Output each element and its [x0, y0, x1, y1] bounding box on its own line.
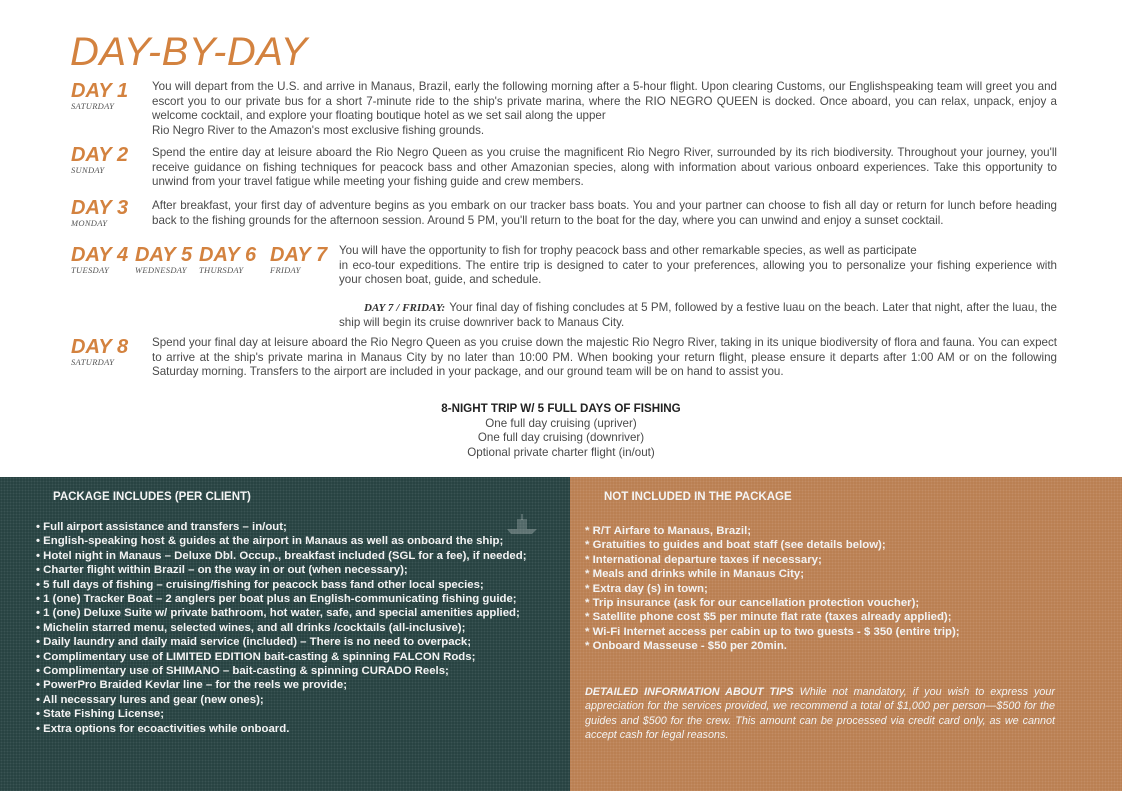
package-includes-heading: PACKAGE INCLUDES (PER CLIENT) [53, 491, 251, 503]
package-includes-list [36, 520, 527, 736]
list-item: • English-speaking host & guides at the airport in Manaus as well as onboard the ship; [36, 535, 504, 548]
trip-line: One full day cruising (upriver) [485, 416, 637, 430]
day-weekday: SUNDAY [71, 165, 105, 175]
list-item: * Gratuities to guides and boat staff (see details below); [585, 539, 886, 552]
day-7-header [270, 246, 327, 275]
day-weekday: FRIDAY [270, 265, 301, 275]
list-item: * Meals and drinks while in Manaus City; [585, 568, 805, 581]
day-weekday: MONDAY [71, 218, 108, 228]
not-included-heading: NOT INCLUDED IN THE PACKAGE [604, 491, 792, 503]
list-item: • 1 (one) Deluxe Suite w/ private bathroom, hot water, safe, and special amenities applied; [36, 607, 520, 620]
trip-line: One full day cruising (downriver) [477, 431, 645, 445]
days-4-7-text-cont: in eco-tour expeditions. The entire trip is designed to cater to your preferences, allowing you to personalize your fishing experience with your chosen boat, guide, and schedule. [339, 258, 1057, 287]
not-included-panel [570, 477, 1122, 791]
not-included-list [585, 524, 960, 654]
day-8-header [71, 338, 128, 367]
day-7-note-label: DAY 7 / FRIDAY: [364, 302, 446, 314]
day-label: DAY 1 [71, 80, 129, 102]
list-item: • Complimentary use of SHIMANO – bait-casting & spinning CURADO Reels; [36, 665, 449, 678]
day-weekday: TUESDAY [71, 265, 109, 275]
day-label: DAY 4 [71, 244, 129, 266]
day-1-description [152, 80, 1057, 138]
day-weekday: WEDNESDAY [135, 265, 187, 275]
trip-heading: 8-NIGHT TRIP W/ 5 FULL DAYS OF FISHING [441, 402, 681, 415]
tips-label: DETAILED INFORMATION ABOUT TIPS [585, 686, 794, 698]
day-label: DAY 5 [135, 244, 193, 266]
page-title: DAY-BY-DAY [70, 30, 308, 74]
day-weekday: THURSDAY [199, 265, 244, 275]
list-item: • Daily laundry and daily maid service (included) – There is no need to overpack; [36, 636, 472, 649]
day-2-header [71, 146, 128, 175]
day-8-description: Spend your final day at leisure aboard the Rio Negro Queen as you cruise down the majestic Rio Negro River, taking in its unique biodiversity of flora and fauna. You can expect to arrive at the ship's private marina in Manaus City by no later than 10:00 PM. When booking your return flight, please ensure it departs after 1:00 AM or on the following Saturday morning. Transfers to the airport are included in your package, and our ground team will be on hand to assist you. [152, 336, 1057, 379]
day-1-header [71, 82, 128, 111]
day-label: DAY 7 [270, 244, 328, 266]
list-item: • 1 (one) Tracker Boat – 2 anglers per boat plus an English-communicating fishing guide; [36, 593, 517, 606]
list-item: • Extra options for ecoactivities while onboard. [36, 722, 290, 735]
day-3-description: After breakfast, your first day of adventure begins as you embark on our tracker bass boats. You and your partner can choose to fish all day or return for lunch before heading back to the fishing grounds for the afternoon session. Around 5 PM, you'll return to the boat for the day, where you can unwind and enjoy a sunset cocktail. [152, 199, 1057, 227]
days-4-7-description [339, 244, 1057, 288]
day-4-header [71, 246, 128, 275]
day-3-header [71, 199, 128, 228]
list-item: • All necessary lures and gear (new ones); [36, 693, 264, 706]
list-item: * Satellite phone cost $5 per minute flat rate (taxes already applied); [585, 611, 952, 624]
day-label: DAY 8 [71, 336, 129, 358]
day-weekday: SATURDAY [71, 357, 115, 367]
trip-line: Optional private charter flight (in/out) [467, 445, 655, 459]
day-1-text-cont: Rio Negro River to the Amazon's most exclusive fishing grounds. [152, 123, 485, 137]
day-label: DAY 2 [71, 144, 129, 166]
trip-summary [0, 402, 1122, 460]
day-7-note-text: Your final day of fishing concludes at 5 PM, followed by a festive luau on the beach. Later that night, after the luau, the ship will begin its cruise downriver back to Manaus City. [339, 301, 1058, 329]
list-item: • Hotel night in Manaus – Deluxe Dbl. Occup., breakfast included (SGL for a fee), if needed; [36, 549, 527, 562]
tips-info [585, 685, 1055, 743]
day-label: DAY 6 [199, 244, 257, 266]
day-1-text: You will depart from the U.S. and arrive in Manaus, Brazil, early the following morning after a 5-hour flight. Upon clearing Customs, our Englishspeaking team will greet you and escort you to our private bus for a short 7-minute ride to the ship's private marina, where the RIO NEGRO QUEEN is docked. Once aboard, you can relax, unpack, enjoy a welcome cocktail, and explore your floating boutique hotel as we set sail along the upper [152, 80, 1057, 123]
package-includes-panel [0, 477, 570, 791]
list-item: * Trip insurance (ask for our cancellation protection voucher); [585, 597, 920, 610]
list-item: • PowerPro Braided Kevlar line – for the reels we provide; [36, 679, 348, 692]
day-7-note [339, 301, 1057, 330]
list-item: * Extra day (s) in town; [585, 582, 708, 595]
list-item: * International departure taxes if necessary; [585, 553, 822, 566]
day-weekday: SATURDAY [71, 101, 115, 111]
list-item: * Onboard Masseuse - $50 per 20min. [585, 640, 787, 653]
days-4-7-text: You will have the opportunity to fish for trophy peacock bass and other remarkable species, as well as participate [339, 244, 917, 257]
list-item: * R/T Airfare to Manaus, Brazil; [585, 525, 752, 537]
day-5-header [135, 246, 192, 275]
day-6-header [199, 246, 256, 275]
tips-text: While not mandatory, if you wish to express your appreciation for the services provided, we recommend a total of $1,000 per person—$500 for the guides and $500 for the crew. This amount can be processed via credit card only, as we cannot accept cash for legal reasons. [585, 686, 1056, 742]
list-item: • Michelin starred menu, selected wines, and all drinks /cocktails (all-inclusive); [36, 621, 466, 634]
day-2-description: Spend the entire day at leisure aboard the Rio Negro Queen as you cruise the magnificent Rio Negro River, surrounded by its rich biodiversity. Throughout your journey, you'll receive guidance on fishing techniques for peacock bass and other Amazonian species, along with information about various onboard experiences. Take this opportunity to unwind from your travel fatigue while meeting your fishing guide and crew members. [152, 146, 1057, 189]
day-label: DAY 3 [71, 197, 129, 219]
list-item: * Wi-Fi Internet access per cabin up to two guests - $ 350 (entire trip); [585, 625, 960, 638]
list-item: • Full airport assistance and transfers – in/out; [36, 521, 287, 533]
list-item: • Complimentary use of LIMITED EDITION bait-casting & spinning FALCON Rods; [36, 650, 476, 663]
list-item: • State Fishing License; [36, 708, 165, 721]
list-item: • Charter flight within Brazil – on the way in or out (when necessary); [36, 564, 408, 577]
list-item: • 5 full days of fishing – cruising/fishing for peacock bass fand other local species; [36, 578, 484, 591]
